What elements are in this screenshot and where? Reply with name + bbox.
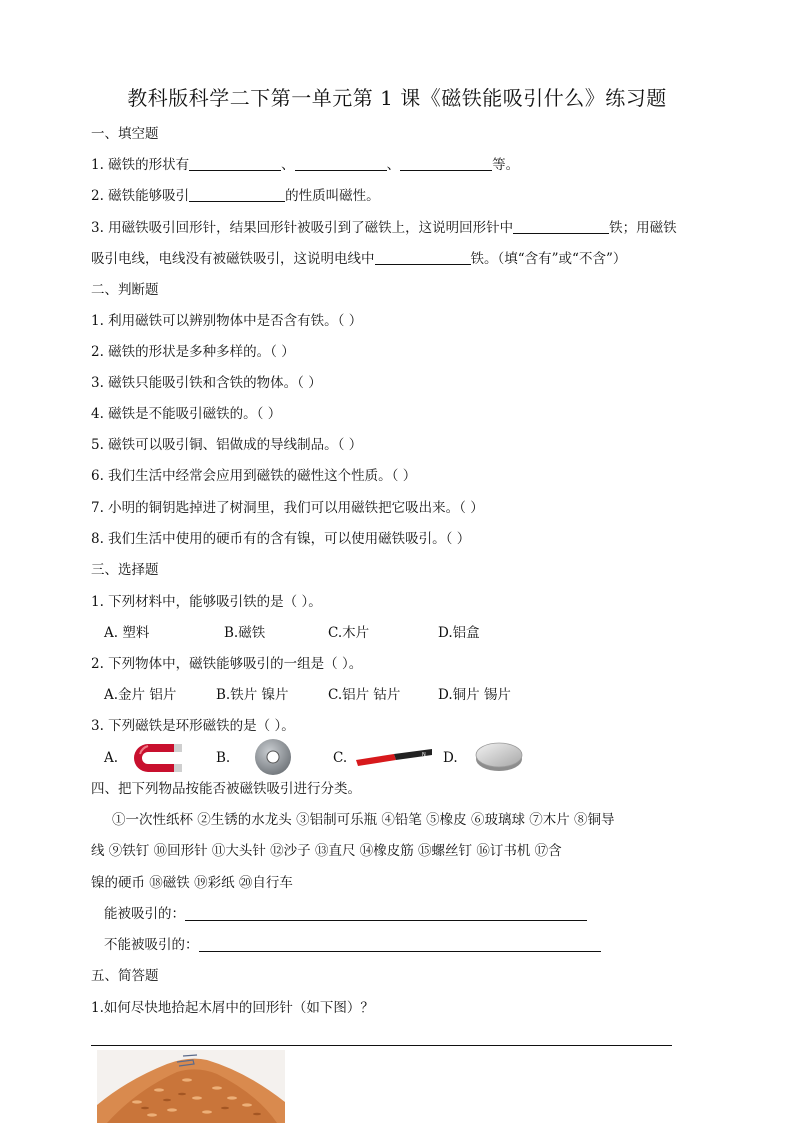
choice-q1-option-c[interactable]: C.木片: [328, 625, 370, 641]
answer-blank[interactable]: [513, 219, 609, 234]
fill-q3-text2: 吸引电线，电线没有被磁铁吸引，这说明电线中: [91, 251, 375, 267]
sawdust-pile-image: [97, 1050, 285, 1123]
choice-q2-option-c[interactable]: C.铝片 钴片: [328, 687, 401, 703]
choice-question-3: 3. 下列磁铁是环形磁铁的是（ ）。: [91, 718, 295, 734]
separator: 、: [386, 157, 401, 173]
non-attractable-label: 不能被吸引的：: [104, 937, 199, 953]
classify-items-line-1: ①一次性纸杯 ②生锈的水龙头 ③铝制可乐瓶 ④铅笔 ⑤橡皮 ⑥玻璃球 ⑦木片 ⑧铜导: [112, 812, 615, 828]
answer-blank[interactable]: [189, 156, 281, 171]
bar-magnet-icon: [354, 748, 434, 770]
answer-blank[interactable]: [400, 156, 492, 171]
section-heading-classify: 四、把下列物品按能否被磁铁吸引进行分类。: [91, 781, 361, 797]
section-heading-true-false: 二、判断题: [91, 282, 159, 298]
section-heading-short-answer: 五、简答题: [91, 968, 159, 984]
fill-q3-mid: 铁；用磁铁: [609, 220, 677, 236]
attractable-blank[interactable]: [185, 906, 587, 921]
horseshoe-magnet-icon: [118, 738, 188, 776]
answer-blank[interactable]: [375, 250, 471, 265]
fill-question-3: [91, 218, 677, 238]
choice-question-2: 2. 下列物体中，磁铁能够吸引的一组是（ ）。: [91, 656, 363, 672]
attractable-answer-line: [104, 904, 587, 924]
classify-items-line-2: 线 ⑨铁钉 ⑩回形针 ⑪大头针 ⑫沙子 ⑬直尺 ⑭橡皮筋 ⑮螺丝钉 ⑯订书机 ⑰含: [91, 843, 562, 859]
choice-q3-option-c[interactable]: C.: [333, 750, 348, 766]
section-heading-fill-blank: 一、填空题: [91, 126, 159, 142]
fill-question-3-cont: [91, 249, 626, 269]
judge-item: 3. 磁铁只能吸引铁和含铁的物体。（ ）: [91, 375, 322, 391]
ring-magnet-icon: [252, 737, 294, 777]
judge-item: 2. 磁铁的形状是多种多样的。（ ）: [91, 344, 295, 360]
judge-item: 5. 磁铁可以吸引铜、铝做成的导线制品。（ ）: [91, 437, 363, 453]
short-answer-question-1: 1.如何尽快地拾起木屑中的回形针（如下图）？: [91, 1000, 374, 1016]
svg-text:N: N: [422, 752, 426, 758]
choice-q1-option-b[interactable]: B.磁铁: [224, 625, 266, 641]
choice-q3-option-d[interactable]: D.: [443, 750, 458, 766]
section-heading-choice: 三、选择题: [91, 562, 159, 578]
choice-q1-option-a[interactable]: A. 塑料: [104, 625, 150, 641]
page-title: 教科版科学二下第一单元第 1 课《磁铁能吸引什么》练习题: [127, 86, 667, 110]
choice-q1-option-d[interactable]: D.铝盒: [438, 625, 480, 641]
choice-question-1: 1. 下列材料中，能够吸引铁的是（ ）。: [91, 594, 322, 610]
choice-q2-option-b[interactable]: B.铁片 镍片: [216, 687, 289, 703]
non-attractable-blank[interactable]: [199, 937, 601, 952]
choice-q2-option-d[interactable]: D.铜片 锡片: [438, 687, 511, 703]
answer-line[interactable]: [91, 1045, 672, 1046]
separator: 、: [281, 157, 295, 173]
judge-item: 4. 磁铁是不能吸引磁铁的。（ ）: [91, 406, 282, 422]
judge-item: 8. 我们生活中使用的硬币有的含有镍，可以使用磁铁吸引。（ ）: [91, 531, 471, 547]
fill-q2-text: 2. 磁铁能够吸引: [91, 188, 190, 204]
choice-q2-option-a[interactable]: A.金片 铝片: [104, 687, 177, 703]
choice-q3-option-b[interactable]: B.: [216, 750, 231, 766]
answer-blank[interactable]: [189, 187, 285, 202]
attractable-label: 能被吸引的：: [104, 906, 185, 922]
fill-question-1: [91, 155, 519, 175]
fill-q2-end: 的性质叫磁性。: [285, 188, 380, 204]
fill-q3-end: 铁。（填“含有”或“不含”）: [470, 251, 627, 267]
fill-q3-text: 3. 用磁铁吸引回形针，结果回形针被吸引到了磁铁上，这说明回形针中: [91, 220, 514, 236]
judge-item: 7. 小明的铜钥匙掉进了树洞里，我们可以用磁铁把它吸出来。（ ）: [91, 500, 484, 516]
non-attractable-answer-line: [104, 935, 601, 955]
choice-q3-option-a[interactable]: A.: [104, 750, 119, 766]
disc-magnet-icon: [474, 738, 524, 774]
fill-question-2: [91, 186, 380, 206]
judge-item: 6. 我们生活中经常会应用到磁铁的磁性这个性质。（ ）: [91, 468, 417, 484]
fill-q1-text: 1. 磁铁的形状有: [91, 157, 190, 173]
judge-item: 1. 利用磁铁可以辨别物体中是否含有铁。（ ）: [91, 313, 363, 329]
answer-blank[interactable]: [295, 156, 387, 171]
fill-q1-end: 等。: [492, 157, 520, 173]
classify-items-line-3: 镍的硬币 ⑱磁铁 ⑲彩纸 ⑳自行车: [91, 875, 293, 891]
